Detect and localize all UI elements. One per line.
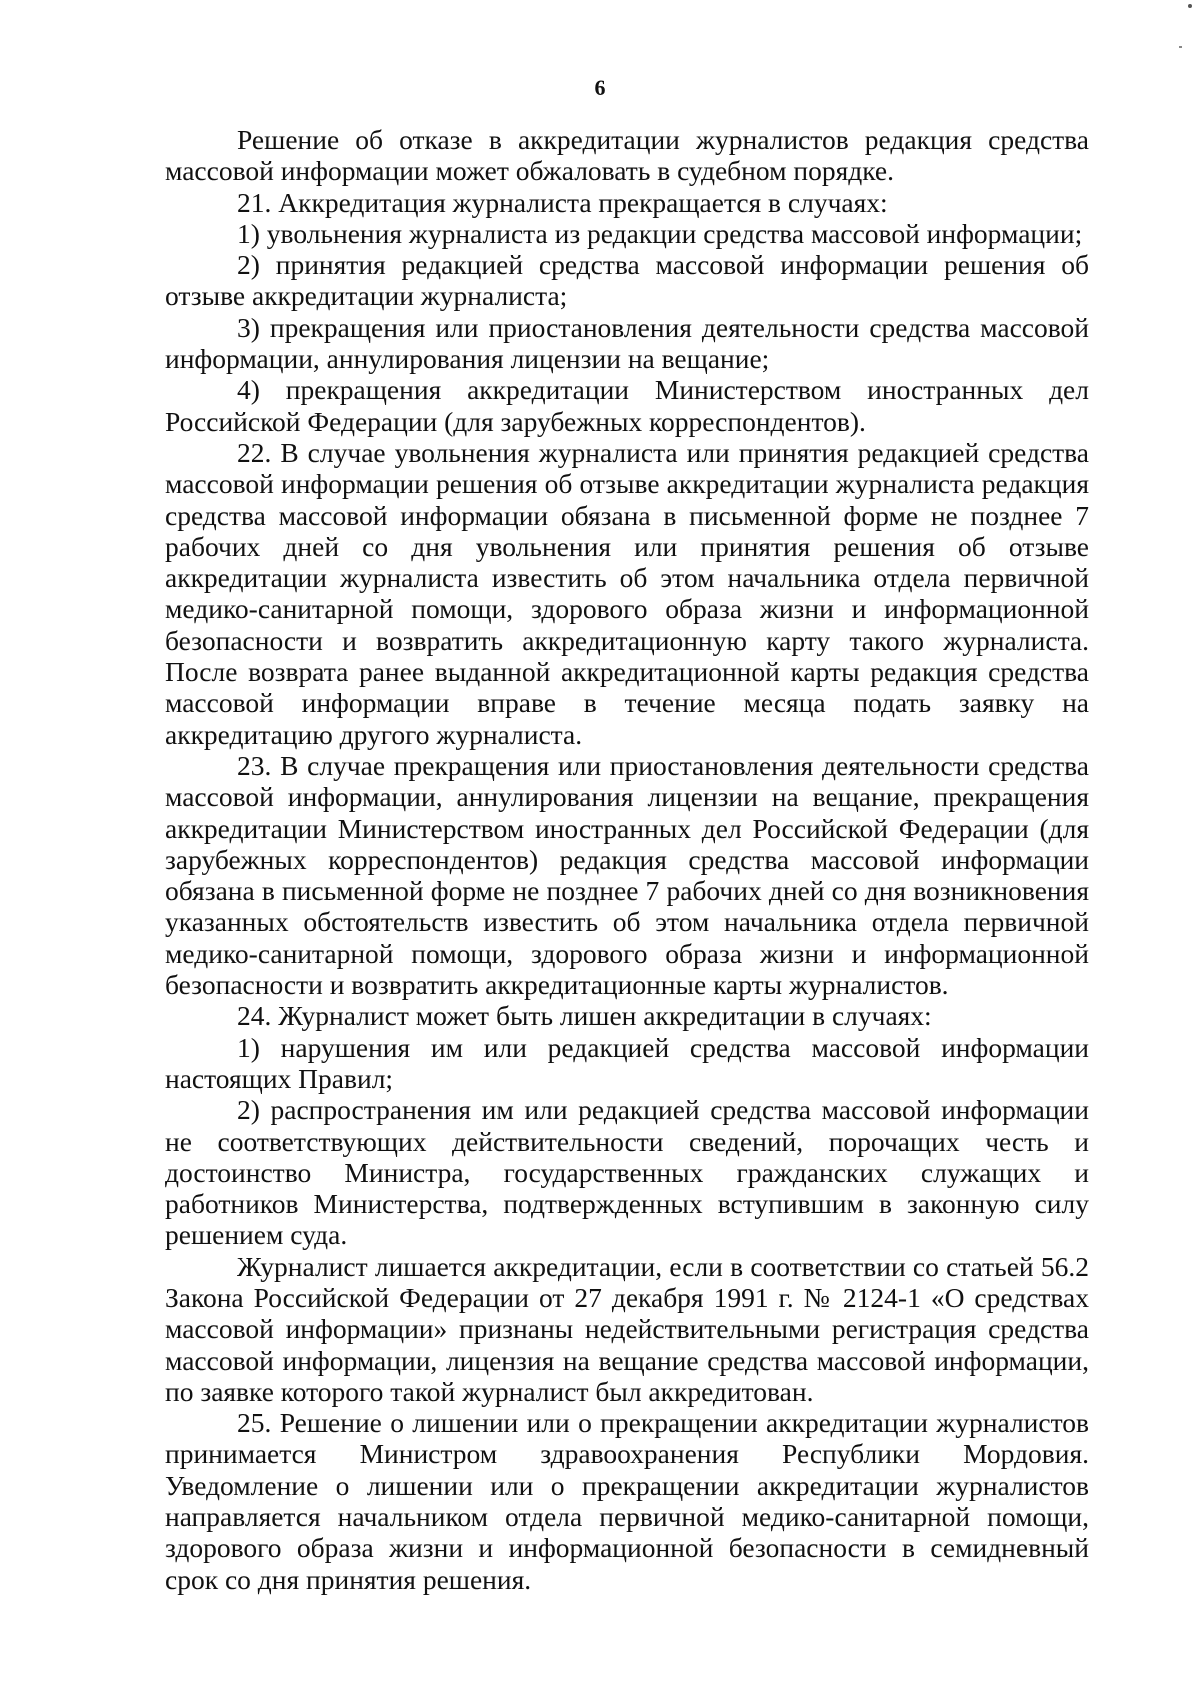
clause-23: 23. В случае прекращения или приостановления деятельности средства массовой информации, аннулирования лицензии на вещание, прекращения аккредитации Министерством иностранных дел Российской Федерации (для зарубежных корреспондентов) редакция средства массовой информации обязана в письменной форме не позднее 7 рабочих дней со дня возникновения указанных обстоятельств известить об этом начальника отдела первичной медико-санитарной помощи, здорового образа жизни и информационной безопасности и возвратить аккредитационные карты журналистов. <box>165 749 1089 1001</box>
clause-22: 22. В случае увольнения журналиста или принятия редакцией средства массовой информации решения об отзыве аккредитации журналиста редакция средства массовой информации обязана в письменной форме не позднее 7 рабочих дней со дня увольнения или принятия решения об отзыве аккредитации журналиста известить об этом начальника отдела первичной медико-санитарной помощи, здорового образа жизни и информационной безопасности и возвратить аккредитационную карту такого журналиста. После возврата ранее выданной аккредитационной карты редакция средства массовой информации вправе в течение месяца подать заявку на аккредитацию другого журналиста. <box>165 436 1089 750</box>
scan-artifact <box>1188 4 1192 8</box>
clause-25: 25. Решение о лишении или о прекращении аккредитации журналистов принимается Министром здравоохранения Республики Мордовия. Уведомление о лишении или о прекращении аккредитации журналистов направляется начальником отдела первичной медико-санитарной помощи, здорового образа жизни и информационной безопасности в семидневный срок со дня принятия решения. <box>165 1407 1089 1595</box>
clause-21-item-3: 3) прекращения или приостановления деятельности средства массовой информации, аннулирования лицензии на вещание; <box>165 311 1089 375</box>
clause-21-item-4: 4) прекращения аккредитации Министерством иностранных дел Российской Федерации (для зарубежных корреспондентов). <box>165 374 1089 437</box>
clause-21-item-1: 1) увольнения журналиста из редакции средства массовой информации; <box>237 217 1083 249</box>
clause-24-item-2: 2) распространения им или редакцией средства массовой информации не соответствующих действительности сведений, порочащих честь и достоинство Министра, государственных гражданских служащих и работников Министерства, подтвержденных вступившим в законную силу решением суда. <box>165 1094 1089 1251</box>
paragraph-appeal-refusal: Решение об отказе в аккредитации журналистов редакция средства массовой информации может обжаловать в судебном порядке. <box>165 124 1089 187</box>
scan-artifact <box>1179 46 1182 48</box>
page-number: 6 <box>594 75 606 100</box>
clause-24-item-1: 1) нарушения им или редакцией средства массовой информации настоящих Правил; <box>165 1031 1089 1094</box>
clause-24-heading: 24. Журналист может быть лишен аккредитации в случаях: <box>237 1000 932 1032</box>
clause-21-heading: 21. Аккредитация журналиста прекращается в случаях: <box>237 186 888 218</box>
clause-21-item-2: 2) принятия редакцией средства массовой информации решения об отзыве аккредитации журналиста; <box>165 249 1089 312</box>
document-body <box>165 124 1089 1595</box>
paragraph-deprivation-conditions: Журналист лишается аккредитации, если в соответствии со статьей 56.2 Закона Российской Федерации от 27 декабря 1991 г. № 2124-1 «О средствах массовой информации» признаны недействительными регистрация средства массовой информации, лицензия на вещание средства массовой информации, по заявке которого такой журналист был аккредитован. <box>165 1250 1089 1407</box>
